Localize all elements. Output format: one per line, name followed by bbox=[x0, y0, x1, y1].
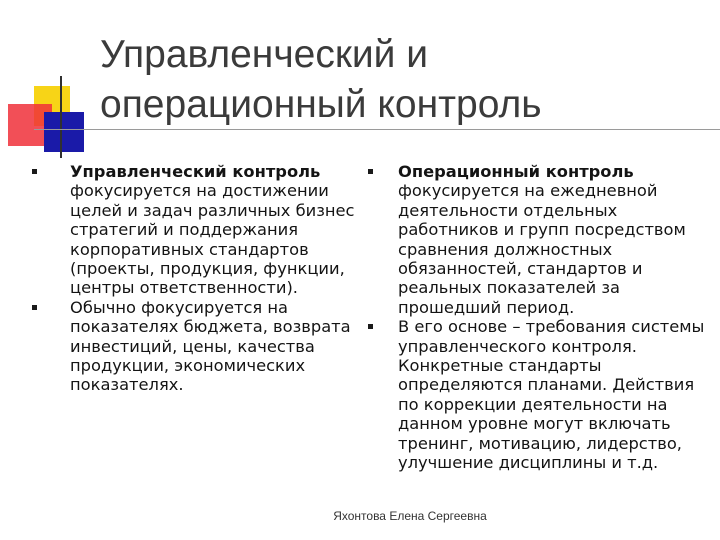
title-line-2: операционный контроль bbox=[100, 83, 542, 126]
decor-blue-square bbox=[44, 112, 84, 152]
left-bullet-2-text: Обычно фокусируется на показателях бюджета, возврата инвестиций, цены, качества продукции, экономических показателях. bbox=[70, 297, 351, 395]
left-bullet-1-lead: Управленческий контроль bbox=[70, 162, 321, 181]
bullet-square-icon bbox=[32, 305, 37, 310]
left-bullet-1 bbox=[28, 162, 358, 298]
right-bullet-2-text: В его основе – требования системы управленческого контроля. Конкретные стандарты определяются планами. Действия по коррекции деятельности на данном уровне могут включать тренинг, мотивацию, лидерство, улучшение дисциплины и т.д. bbox=[398, 317, 705, 473]
right-bullet-1 bbox=[368, 162, 716, 317]
slide-title bbox=[100, 30, 710, 130]
bullet-square-icon bbox=[368, 324, 373, 329]
left-bullet-list bbox=[28, 162, 358, 395]
right-bullet-list bbox=[368, 162, 716, 473]
left-column bbox=[28, 162, 358, 395]
right-column bbox=[368, 162, 716, 473]
decor-vertical-line bbox=[60, 76, 62, 158]
title-line-1: Управленческий и bbox=[100, 33, 429, 76]
bullet-square-icon bbox=[32, 169, 37, 174]
right-bullet-1-text: фокусируется на ежедневной деятельности отдельных работников и групп посредством сравнения должностных обязанностей, стандартов и реальных показателей за прошедший период. bbox=[398, 181, 686, 317]
footer-author: Яхонтова Елена Сергеевна bbox=[333, 509, 487, 523]
bullet-square-icon bbox=[368, 169, 373, 174]
right-bullet-1-lead: Операционный контроль bbox=[398, 162, 634, 181]
right-bullet-2 bbox=[368, 317, 716, 472]
left-bullet-1-text: фокусируется на достижении целей и задач различных бизнес стратегий и поддержания корпоративных стандартов (проекты, продукция, функции, центры ответственности). bbox=[70, 181, 355, 298]
left-bullet-2 bbox=[28, 298, 358, 395]
